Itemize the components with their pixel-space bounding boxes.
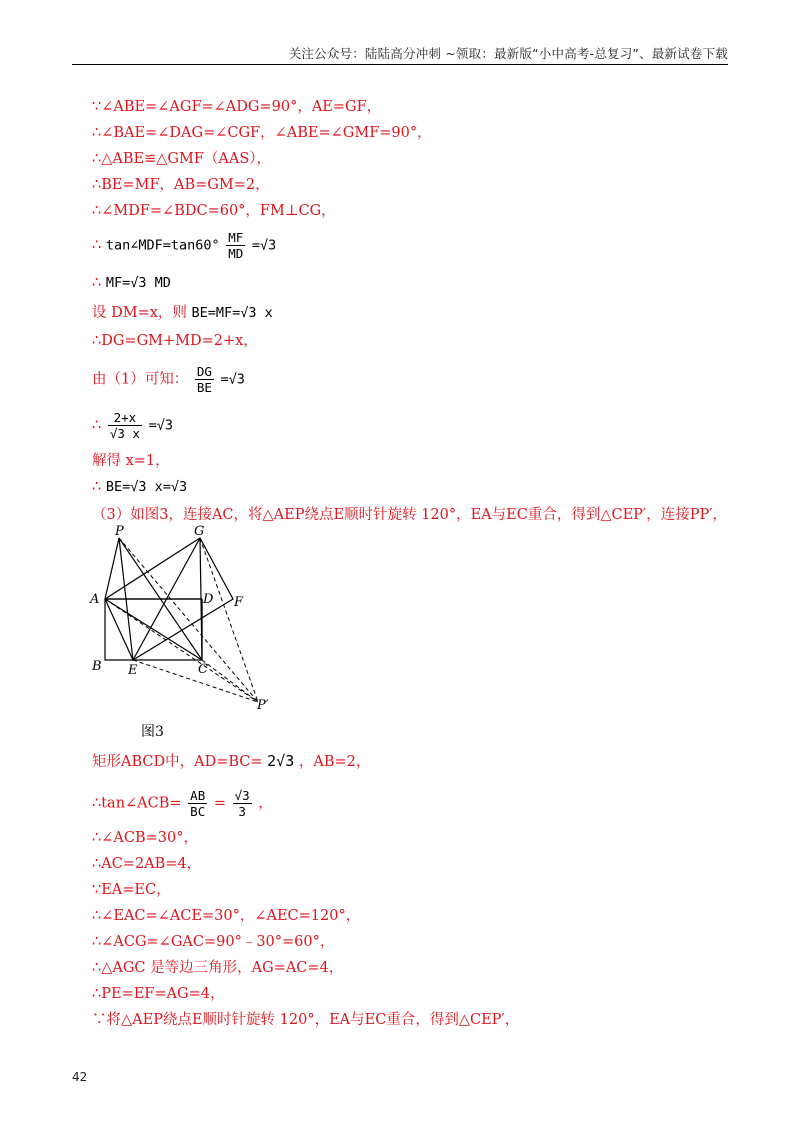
dashed-ep2 — [133, 660, 258, 702]
solution-line-23: ∴PE=EF=AG=4， — [92, 986, 225, 1002]
mf-expression: MF=√3 MD — [105, 275, 171, 291]
tan-acb-text: ∴tan∠ACB= — [92, 795, 182, 812]
from-part1-text: 由（1）可知： — [92, 371, 189, 388]
solution-line-18: ∴AC=2AB=4， — [92, 856, 202, 872]
page-number: 42 — [72, 1070, 88, 1084]
fraction-denominator: MD — [228, 246, 244, 261]
solution-line-9: ∴DG=GM+MD=2+x， — [92, 333, 258, 349]
therefore-symbol: ∴ — [92, 275, 102, 291]
label-c: C — [198, 662, 208, 677]
equals-root3: =√3 — [148, 417, 173, 434]
solution-line-21: ∴∠ACG=∠GAC=90°﹣30°=60°， — [92, 934, 335, 950]
solution-part3-intro: （3）如图3，连接AC，将△AEP绕点E顺时针旋转 120°，EA与EC重合，得到△CEP′，连接PP′， — [92, 507, 728, 523]
solution-line-11 — [92, 410, 173, 441]
solution-line-2: ∴∠BAE=∠DAG=∠CGF，∠ABE=∠GMF=90°， — [92, 125, 432, 141]
fraction-numerator: 2+x — [108, 410, 142, 426]
fraction-ab-bc — [188, 788, 207, 819]
label-f: F — [234, 595, 244, 610]
dashed-pp2 — [119, 538, 258, 702]
therefore-symbol: ∴ — [92, 479, 102, 495]
solution-line-20: ∴∠EAC=∠ACE=30°，∠AEC=120°， — [92, 908, 361, 924]
label-p: P — [115, 524, 124, 539]
dashed-gp2 — [200, 538, 258, 702]
solution-line-3: ∴△ABE≌△GMF（AAS）， — [92, 151, 272, 167]
label-b: B — [92, 659, 102, 674]
fraction-2x-root3x — [108, 410, 142, 441]
therefore-symbol: ∴ — [92, 237, 102, 254]
fraction-denominator: BE — [196, 380, 212, 395]
label-p-prime: P′ — [257, 698, 269, 713]
solution-line-4: ∴BE=MF，AB=GM=2， — [92, 177, 270, 193]
label-d: D — [203, 592, 214, 607]
figure-caption: 图3 — [141, 724, 164, 740]
fraction-denominator: BC — [190, 804, 206, 819]
solution-line-8 — [92, 304, 273, 322]
solution-line-13 — [92, 478, 187, 496]
solution-line-22: ∴△AGC 是等边三角形，AG=AC=4， — [92, 960, 344, 976]
solution-line-24: ∵将△AEP绕点E顺时针旋转 120°，EA与EC重合，得到△CEP′， — [92, 1012, 520, 1028]
fraction-mf-md — [226, 230, 245, 261]
fraction-denominator: √3 x — [109, 426, 140, 441]
solution-line-19: ∵EA=EC， — [92, 882, 171, 898]
two-root3: 2√3 — [267, 752, 295, 770]
solution-line-10 — [92, 364, 245, 395]
equals-sign: = — [213, 795, 226, 812]
tan-expression: tan∠MDF=tan60° — [105, 237, 220, 254]
fraction-numerator: √3 — [234, 788, 250, 803]
be-expression: BE=MF=√3 x — [191, 305, 273, 321]
fraction-root3-3 — [233, 788, 252, 819]
solution-line-5: ∴∠MDF=∠BDC=60°，FM⊥CG， — [92, 203, 336, 219]
fraction-numerator: DG — [196, 364, 212, 379]
label-a: A — [90, 592, 100, 607]
be-result: BE=√3 x=√3 — [105, 479, 188, 495]
let-text: 设 DM=x，则 — [92, 305, 187, 321]
fraction-numerator: MF — [228, 230, 244, 245]
solution-line-6 — [92, 230, 276, 261]
fraction-dg-be — [195, 364, 214, 395]
solution-line-12: 解得 x=1， — [92, 453, 170, 469]
solution-line-7 — [92, 274, 171, 292]
ab-equals-text: ，AB=2， — [298, 754, 371, 770]
equals-root3: =√3 — [220, 371, 245, 388]
geometry-figure-3 — [86, 524, 286, 720]
label-e: E — [128, 663, 138, 678]
rectangle-text: 矩形ABCD中，AD=BC= — [92, 754, 263, 770]
solution-line-17: ∴∠ACB=30°， — [92, 830, 198, 846]
solution-line-16: ∴tan∠ACB= $\frac{AB}{BC}$ = $\frac{√3}{3}$ ， — [92, 788, 273, 819]
page-header — [72, 36, 728, 65]
solution-line-15 — [92, 752, 370, 771]
fraction-numerator: AB — [190, 788, 206, 803]
fraction-denominator: 3 — [238, 804, 246, 819]
solution-line-1: ∵∠ABE=∠AGF=∠ADG=90°，AE=GF， — [92, 99, 382, 115]
equals-root3: =√3 — [251, 237, 277, 254]
header-text: 关注公众号：陆陆高分冲刺 ~领取：最新版“小中高考-总复习”、最新试卷下载 — [288, 46, 728, 61]
therefore-symbol: ∴ — [92, 417, 102, 434]
segment-pa — [105, 538, 119, 599]
dashed-cp2 — [202, 660, 258, 702]
label-g: G — [194, 524, 205, 539]
